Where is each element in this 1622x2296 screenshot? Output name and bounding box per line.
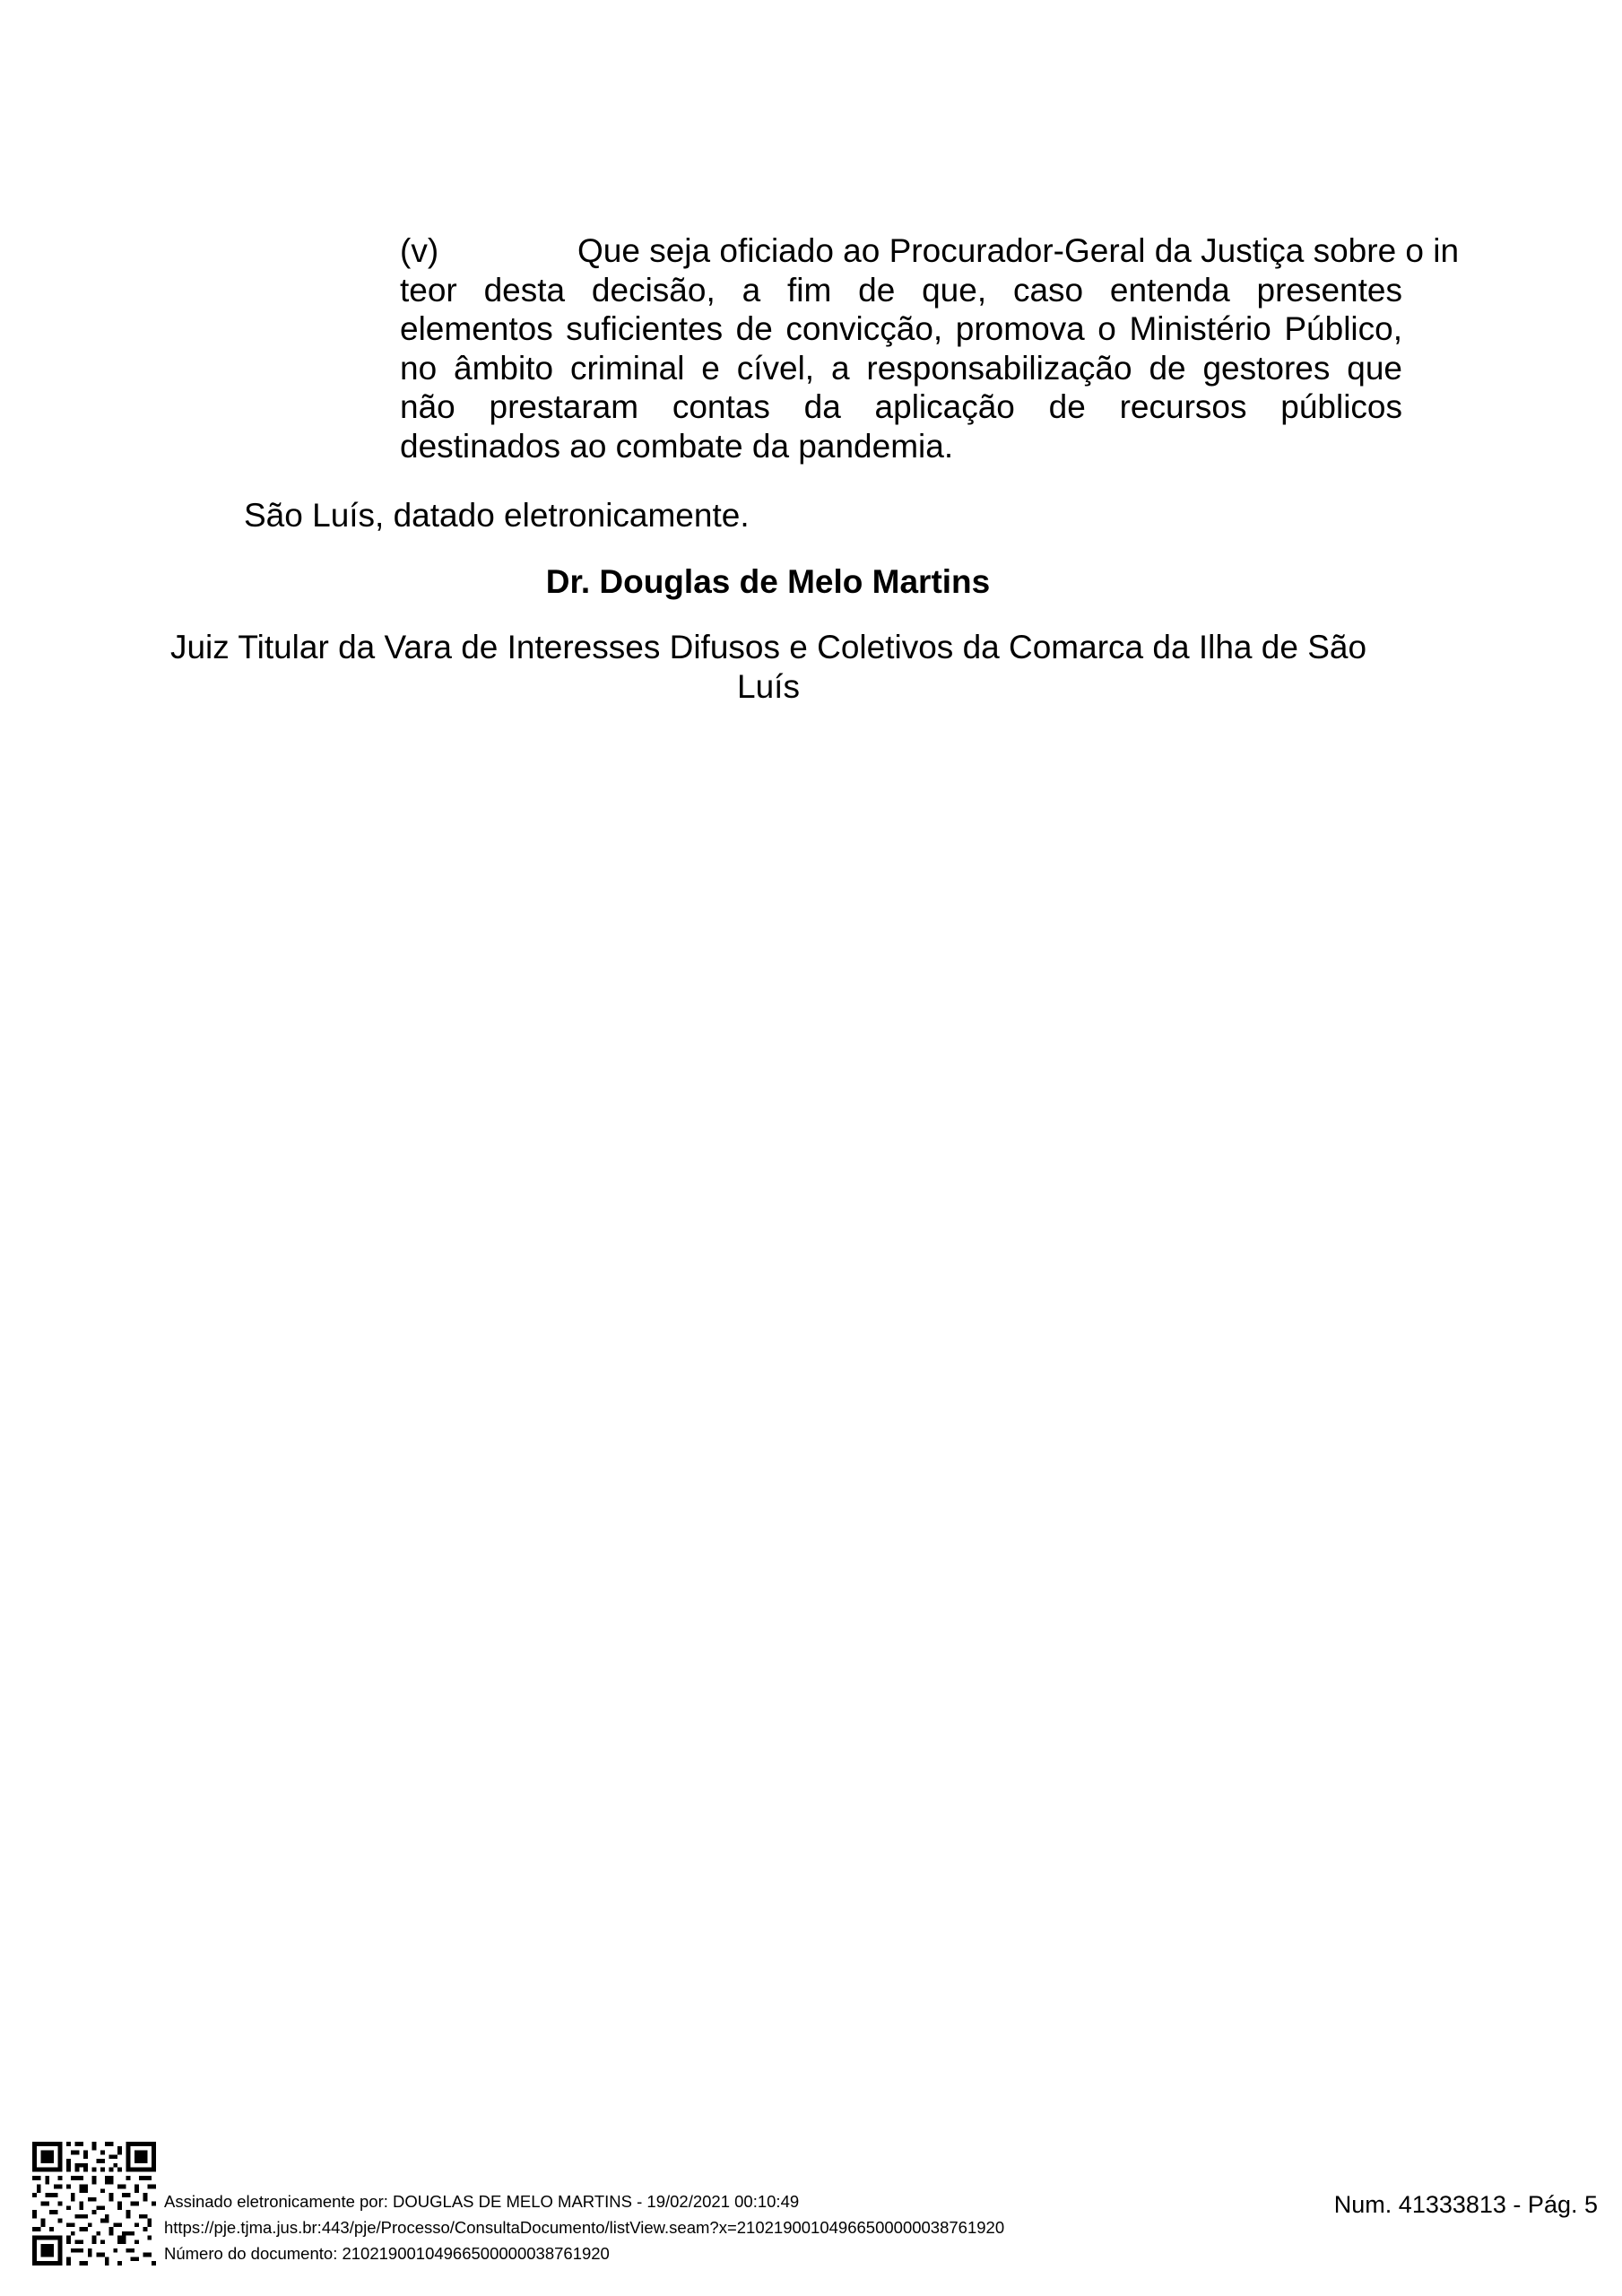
place-date: São Luís, datado eletronicamente.	[244, 497, 750, 534]
list-item-v	[400, 231, 1485, 465]
signer-role: Juiz Titular da Vara de Interesses Difusos e Coletivos da Comarca da Ilha de São Luís	[169, 629, 1367, 705]
signature-footer	[164, 2188, 1004, 2266]
list-item-marker: (v)	[400, 232, 439, 269]
signer-name: Dr. Douglas de Melo Martins	[545, 563, 991, 600]
qr-code-icon	[32, 2142, 156, 2266]
page-number: Num. 41333813 - Pág. 5	[1333, 2191, 1598, 2218]
signed-by-text: Assinado eletronicamente por: DOUGLAS DE MELO MARTINS - 19/02/2021 00:10:49	[164, 2192, 800, 2211]
item-text-line-1: Que seja oficiado ao Procurador-Geral da Justiça sobre o in	[577, 232, 1460, 269]
document-url: https://pje.tjma.jus.br:443/pje/Processo/ConsultaDocumento/listView.seam?x=21021900104966500000038761920	[164, 2218, 1005, 2237]
item-text-line-4: no âmbito criminal e cível, a responsabilização de gestores que	[400, 349, 1402, 387]
document-number: Número do documento: 21021900104966500000038761920	[164, 2244, 610, 2263]
item-text-line-2: teor desta decisão, a fim de que, caso entenda presentes	[400, 271, 1402, 309]
item-text-line-5: não prestaram contas da aplicação de recursos públicos	[400, 388, 1402, 425]
item-text-line-6: destinados ao combate da pandemia.	[400, 427, 954, 465]
item-text-line-3: elementos suficientes de convicção, promova o Ministério Público,	[400, 310, 1402, 347]
